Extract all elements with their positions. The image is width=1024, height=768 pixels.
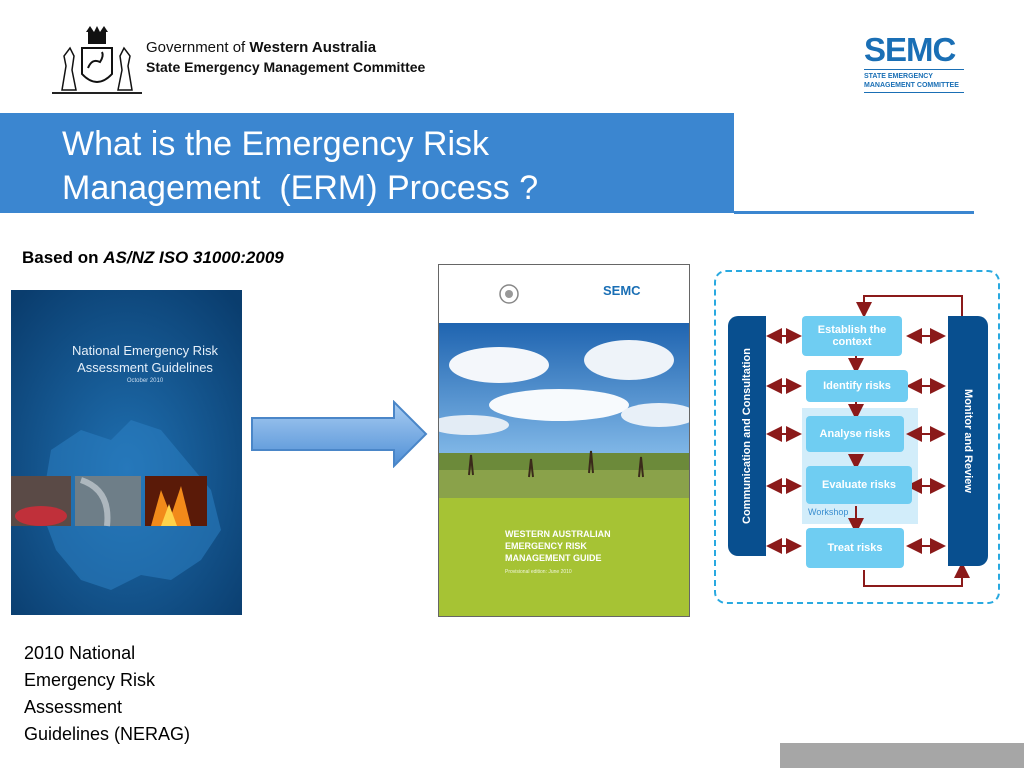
nerag-cover-image bbox=[11, 290, 242, 615]
workshop-label: Workshop bbox=[808, 507, 849, 517]
semc-logo-text: SEMC bbox=[864, 31, 956, 68]
government-label bbox=[146, 39, 376, 56]
wa-erm-guide-cover bbox=[438, 264, 690, 617]
step-establish-context bbox=[802, 316, 902, 356]
based-on-label bbox=[22, 248, 284, 268]
nerag-title-line2: Assessment Guidelines bbox=[77, 360, 213, 375]
semc-logo bbox=[864, 32, 968, 96]
establish-line2: context bbox=[832, 336, 872, 348]
footer-bar bbox=[780, 743, 1024, 768]
guide-cover-title bbox=[505, 528, 645, 564]
wa-crest-logo bbox=[52, 26, 142, 96]
step-analyse-risks: Analyse risks bbox=[806, 416, 904, 452]
monitor-review-bar bbox=[948, 316, 988, 566]
nerag-cover-title bbox=[65, 342, 225, 376]
caption-line2: Emergency Risk bbox=[24, 670, 156, 690]
right-arrow-icon bbox=[250, 400, 428, 468]
guide-semc-logo: SEMC bbox=[603, 283, 641, 298]
australia-map-graphic bbox=[11, 290, 242, 615]
guide-title-line2: EMERGENCY RISK bbox=[505, 541, 587, 551]
communication-consultation-bar bbox=[728, 316, 766, 556]
based-on-standard: AS/NZ ISO 31000:2009 bbox=[103, 248, 284, 267]
nerag-caption bbox=[24, 640, 224, 748]
gov-prefix: Government of bbox=[146, 39, 246, 56]
step-treat-risks: Treat risks bbox=[806, 528, 904, 568]
based-on-prefix: Based on bbox=[22, 248, 99, 267]
committee-label: State Emergency Management Committee bbox=[146, 59, 426, 75]
page-title-line1: What is the Emergency Risk bbox=[62, 125, 490, 163]
nerag-title-line1: National Emergency Risk bbox=[72, 343, 218, 358]
guide-cover-subtitle: Provisional edition: June 2010 bbox=[505, 569, 572, 575]
page-title-line2: Management (ERM) Process ? bbox=[62, 169, 539, 207]
caption-line3: Assessment bbox=[24, 697, 123, 717]
landscape-photo bbox=[439, 265, 689, 498]
semc-logo-sub2: MANAGEMENT COMMITTEE bbox=[864, 82, 959, 89]
nerag-cover-date: October 2010 bbox=[126, 378, 164, 384]
semc-logo-sub1: STATE EMERGENCY bbox=[864, 73, 933, 80]
guide-title-line1: WESTERN AUSTRALIAN bbox=[505, 529, 611, 539]
page-title bbox=[62, 122, 722, 210]
communication-consultation-label: Communication and Consultation bbox=[741, 348, 753, 524]
title-underline bbox=[734, 211, 974, 214]
caption-line1: 2010 National bbox=[24, 643, 136, 663]
gov-name: Western Australia bbox=[249, 39, 377, 56]
monitor-review-label: Monitor and Review bbox=[962, 389, 974, 493]
step-identify-risks: Identify risks bbox=[806, 370, 908, 402]
guide-title-line3: MANAGEMENT GUIDE bbox=[505, 553, 602, 563]
step-evaluate-risks: Evaluate risks bbox=[806, 466, 912, 504]
establish-line1: Establish the bbox=[817, 324, 887, 336]
caption-line4: Guidelines (NERAG) bbox=[24, 724, 191, 744]
